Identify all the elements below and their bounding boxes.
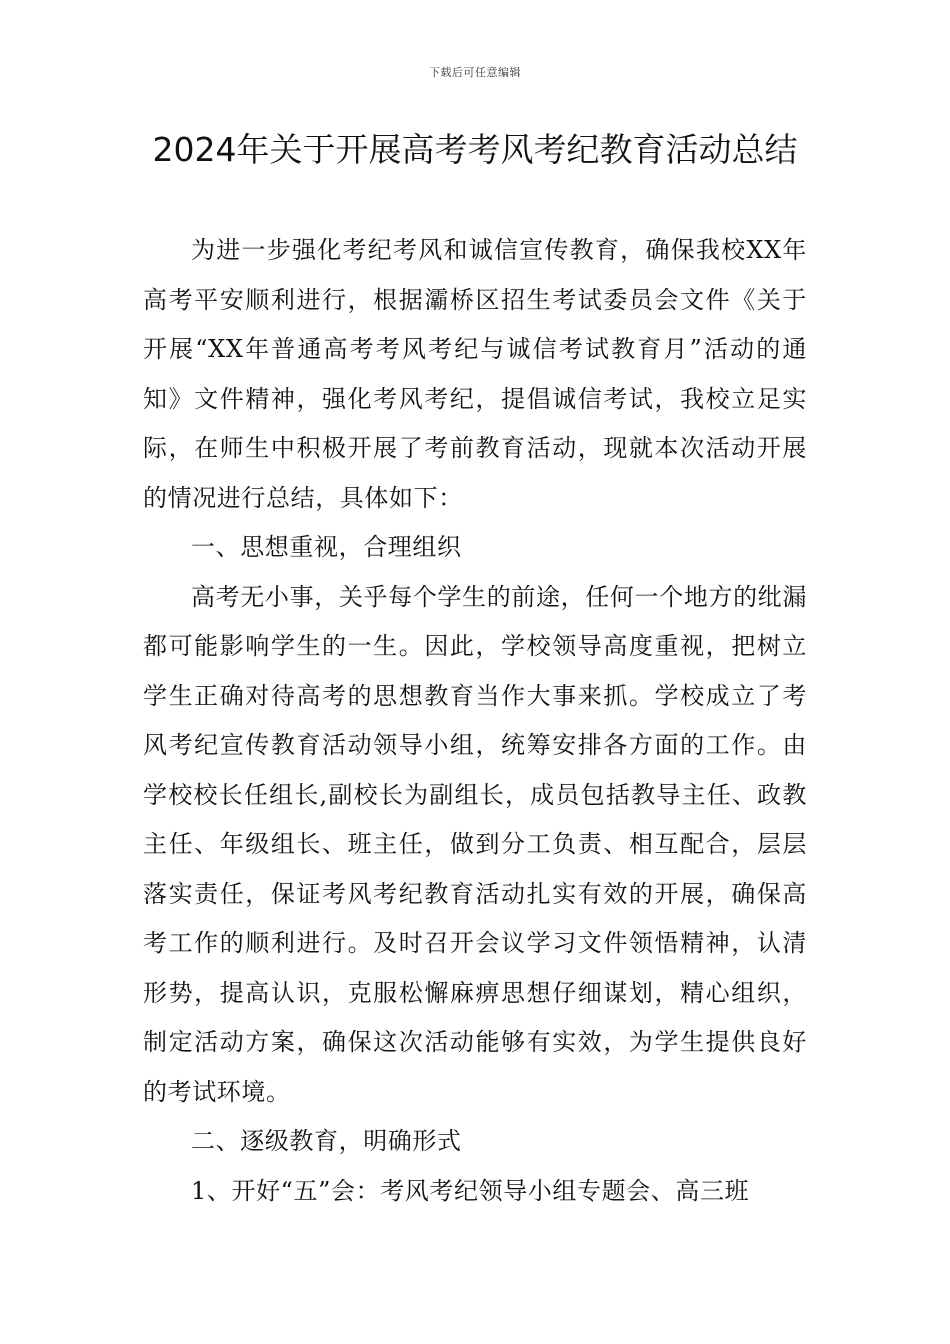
- section2-item1: 1、开好“五”会：考风考纪领导小组专题会、高三班: [191, 1176, 750, 1205]
- section1-heading: 一、思想重视，合理组织: [191, 533, 462, 561]
- document-body: [143, 226, 807, 1216]
- header-note: 下载后可任意编辑: [429, 66, 521, 79]
- section1-paragraph: 高考无小事，关乎每个学生的前途，任何一个地方的纰漏都可能影响学生的一生。因此，学校领导高度重视，把树立学生正确对待高考的思想教育当作大事来抓。学校成立了考风考纪宣传教育活动领导小组，统筹安排各方面的工作。由学校校长任组长,副校长为副组长，成员包括教导主任、政教主任、年级组长、班主任，做到分工负责、相互配合，层层落实责任，保证考风考纪教育活动扎实有效的开展，确保高考工作的顺利进行。及时召开会议学习文件领悟精神，认清形势，提高认识，克服松懈麻痹思想仔细谋划，精心组织，制定活动方案，确保这次活动能够有实效，为学生提供良好的考试环境。: [143, 582, 807, 1106]
- section2-heading: 二、逐级教育，明确形式: [191, 1127, 462, 1155]
- document-title: 2024年关于开展高考考风考纪教育活动总结: [152, 130, 798, 169]
- intro-paragraph: 为进一步强化考纪考风和诚信宣传教育，确保我校XX年高考平安顺利进行，根据灞桥区招生考试委员会文件《关于开展“XX年普通高考考风考纪与诚信考试教育月”活动的通知》文件精神，强化考风考纪，提倡诚信考试，我校立足实际，在师生中积极开展了考前教育活动，现就本次活动开展的情况进行总结，具体如下：: [143, 236, 807, 512]
